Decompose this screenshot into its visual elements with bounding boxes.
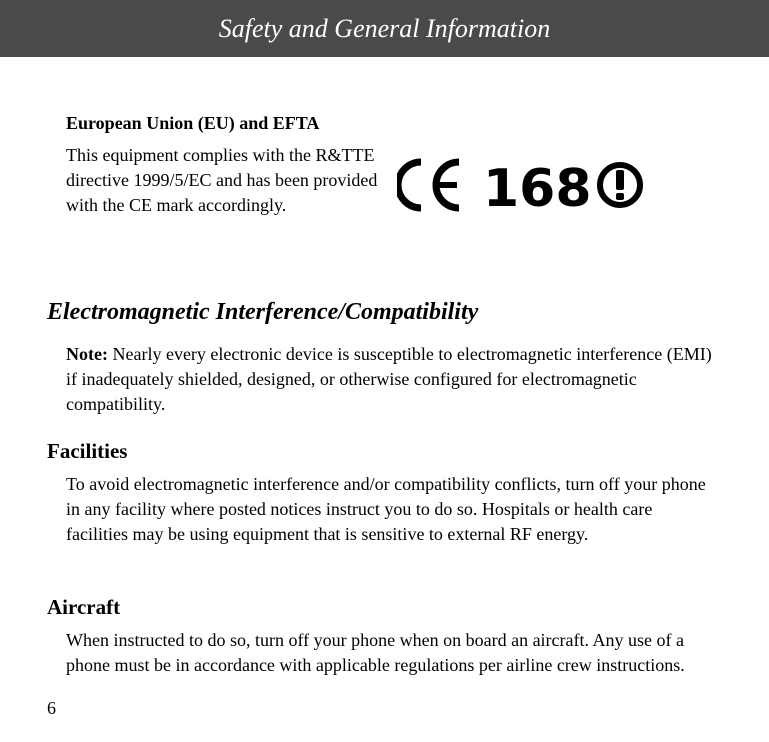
emi-section-title: Electromagnetic Interference/Compatibility <box>47 299 479 325</box>
note-label: Note: <box>66 344 108 364</box>
page-header <box>0 0 769 57</box>
emi-note-paragraph <box>66 342 716 417</box>
page-number: 6 <box>47 698 56 718</box>
aircraft-body-text: When instructed to do so, turn off your phone when on board an aircraft. Any use of a phone must be in accordance with applicable regulations per airline crew instructions. <box>66 630 685 675</box>
aircraft-heading: Aircraft <box>47 595 121 619</box>
svg-text:168: 168 <box>483 159 592 212</box>
facilities-heading: Facilities <box>47 439 128 463</box>
ce-168-alert-mark <box>397 158 647 212</box>
eu-heading: European Union (EU) and EFTA <box>66 113 320 133</box>
facilities-body-text: To avoid electromagnetic interference and/or compatibility conflicts, turn off your phone in any facility where posted notices instruct you to do so. Hospitals or health care facilities may be using equipment that is sensitive to external RF energy. <box>66 474 706 544</box>
note-text: Nearly every electronic device is susceptible to electromagnetic interference (EMI) if inadequately shielded, designed, or otherwise configured for electromagnetic compatibility. <box>66 344 712 414</box>
eu-body-text: This equipment complies with the R&TTE directive 1999/5/EC and has been provided with the CE mark accordingly. <box>66 145 378 215</box>
header-title: Safety and General Information <box>218 13 551 43</box>
